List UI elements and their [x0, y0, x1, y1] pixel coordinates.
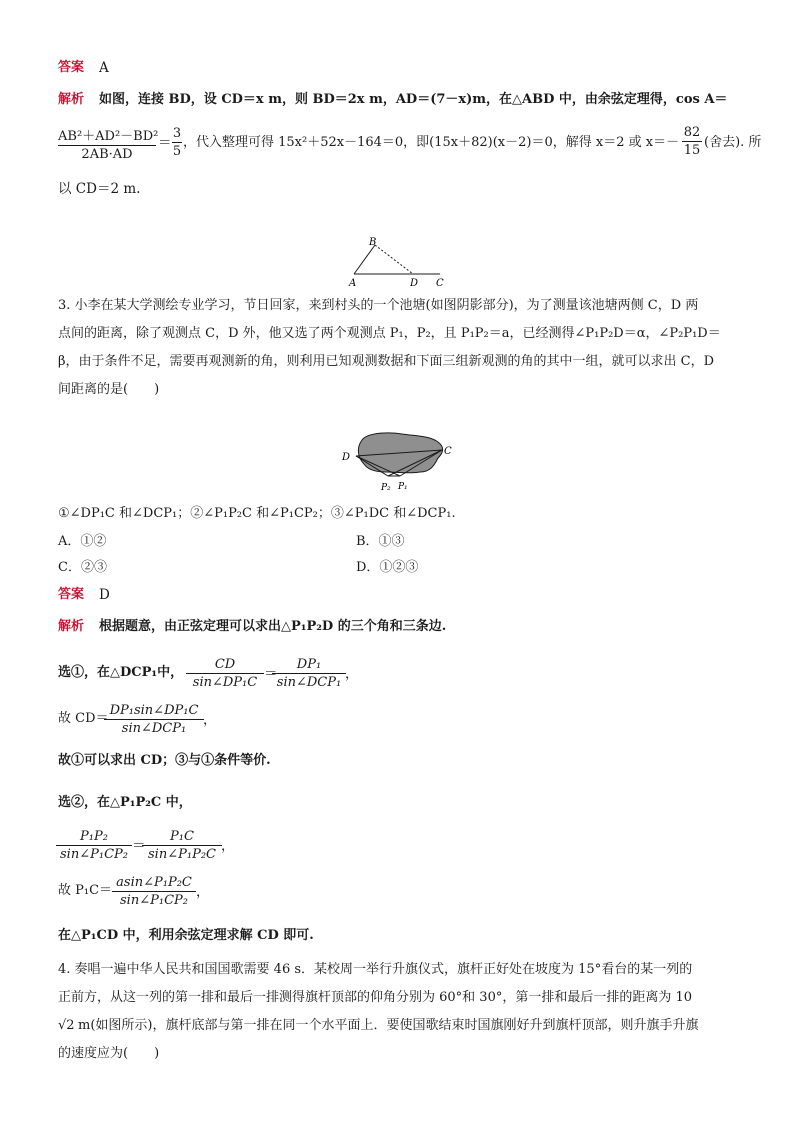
analysis-text-line2-tail: (舍去). 所: [704, 135, 762, 150]
q3-option-d: D．①②③: [356, 560, 419, 575]
segment-ab: [354, 245, 375, 274]
q4-stem-line4: 的速度应为( ): [58, 1046, 160, 1061]
q3-choose1: 选①，在△DCP₁中，: [58, 665, 184, 680]
fraction-dp1-over-sin: [272, 657, 346, 690]
q3-option-b: B．①③: [356, 534, 405, 549]
point-label-c: C: [436, 278, 444, 289]
fraction-three-fifths: [172, 126, 182, 159]
analysis-text-line2: ，代入整理可得 15x²＋52x－164＝0，即(15x＋82)(x－2)＝0，解得 x＝2 或 x＝－: [183, 135, 680, 150]
fraction-cos-a: [58, 125, 159, 162]
comma: ，: [203, 712, 217, 728]
q3-option-c: C．②③: [58, 560, 107, 575]
fraction-cd-result: [104, 703, 204, 736]
answer-label: 答案: [58, 587, 85, 602]
fraction-p1c-over-sin: [142, 829, 222, 862]
q3-stem-line1: 3. 小李在某大学测绘专业学习，节日回家，来到村头的一个池塘(如图阴影部分)，为了测量该池塘两侧 C，D 两: [58, 298, 699, 313]
fraction-p1p2-over-sin: [56, 829, 132, 862]
fraction-82-15: [682, 125, 702, 158]
answer-value: D: [99, 587, 110, 603]
q3-stem-line3: β，由于条件不足，需要再观测新的角，则利用已知观测数据和下面三组新观测的角的其中一组，就可以求出 C，D: [58, 354, 715, 369]
fraction-denominator: sin∠P₁CP₂: [60, 847, 128, 862]
comma: ，: [345, 666, 359, 682]
q3-option-a: A．①②: [58, 534, 107, 549]
fraction-numerator: CD: [214, 657, 236, 672]
q3-conclude1: 故①可以求出 CD；③与①条件等价.: [58, 753, 271, 768]
analysis-label: 解析: [58, 619, 85, 634]
q3-analysis-line: 根据题意，由正弦定理可以求出△P₁P₂D 的三个角和三条边.: [99, 619, 447, 634]
q3-stem-line4: 间距离的是( ): [58, 382, 160, 397]
q4-stem-line1: 4. 奏唱一遍中华人民共和国国歌需要 46 s．某校周一举行升旗仪式，旗杆正好处在坡度为 15°看台的某一列的: [58, 962, 693, 977]
q3-so-p1c: 故 P₁C＝: [58, 883, 113, 898]
fraction-numerator: AB²＋AD²－BD²: [58, 129, 159, 144]
fraction-denominator: sin∠DP₁C: [192, 675, 258, 690]
fraction-numerator: P₁P₂: [80, 829, 108, 844]
q3-so-cd: 故 CD＝: [58, 711, 109, 726]
comma: ，: [221, 838, 235, 854]
point-label-p1: P₁: [398, 482, 408, 492]
fraction-denominator: sin∠DCP₁: [276, 675, 342, 690]
equals-sign: ＝: [132, 838, 146, 854]
analysis-label: 解析: [58, 92, 85, 107]
fraction-denominator: 5: [172, 144, 182, 159]
fraction-numerator: DP₁: [296, 657, 322, 672]
analysis-text-line3: 以 CD＝2 m.: [58, 181, 141, 197]
point-label-a: A: [349, 278, 357, 289]
analysis-text-line1: 如图，连接 BD，设 CD＝x m，则 BD＝2x m，AD＝(7－x)m，在△ABD 中，由余弦定理得，cos A＝: [99, 92, 728, 107]
triangle-figure: [340, 232, 460, 292]
q3-conclude2: 在△P₁CD 中，利用余弦定理求解 CD 即可.: [58, 928, 314, 943]
fraction-denominator: 15: [683, 143, 701, 158]
equals-sign: ＝: [158, 135, 172, 151]
segment-bd: [375, 245, 413, 274]
pond-figure: [338, 428, 458, 498]
point-label-d: D: [410, 278, 419, 289]
fraction-denominator: sin∠P₁P₂C: [148, 847, 216, 862]
fraction-numerator: 3: [172, 126, 182, 141]
fraction-cd-over-sin: [186, 657, 264, 690]
point-label-p2: P₂: [381, 483, 391, 493]
equals-sign: ＝: [264, 666, 278, 682]
q4-stem-line2: 正前方，从这一列的第一排和最后一排测得旗杆顶部的仰角分别为 60°和 30°，第一排和最后一排的距离为 10: [58, 990, 693, 1005]
fraction-denominator: sin∠DCP₁: [121, 721, 187, 736]
q3-stem-line2: 点间的距离，除了观测点 C，D 外，他又选了两个观测点 P₁，P₂，且 P₁P₂＝a，已经测得∠P₁P₂D＝α，∠P₂P₁D＝: [58, 326, 721, 341]
fraction-numerator: P₁C: [170, 829, 194, 844]
q4-stem-line3: m(如图所示)，旗杆底部与第一排在同一个水平面上．要使国歌结束时国旗刚好升到旗杆顶部，则升旗手升旗: [78, 1018, 699, 1033]
answer-value: A: [99, 60, 109, 76]
point-label-c: C: [444, 446, 452, 457]
fraction-p1c-result: [112, 875, 196, 908]
fraction-denominator: 2AB·AD: [81, 147, 133, 162]
point-label-d: D: [342, 452, 351, 463]
point-label-b: B: [369, 237, 377, 248]
q3-conditions: ①∠DP₁C 和∠DCP₁；②∠P₁P₂C 和∠P₁CP₂；③∠P₁DC 和∠DCP₁.: [58, 506, 456, 521]
fraction-numerator: DP₁sin∠DP₁C: [109, 703, 199, 718]
comma: ，: [196, 884, 210, 900]
fraction-numerator: asin∠P₁P₂C: [116, 875, 192, 890]
fraction-numerator: 82: [683, 125, 701, 140]
q3-choose2: 选②，在△P₁P₂C 中，: [58, 795, 192, 810]
fraction-denominator: sin∠P₁CP₂: [120, 893, 188, 908]
q4-sqrt2: √2: [58, 1018, 75, 1033]
answer-label: 答案: [58, 60, 85, 75]
